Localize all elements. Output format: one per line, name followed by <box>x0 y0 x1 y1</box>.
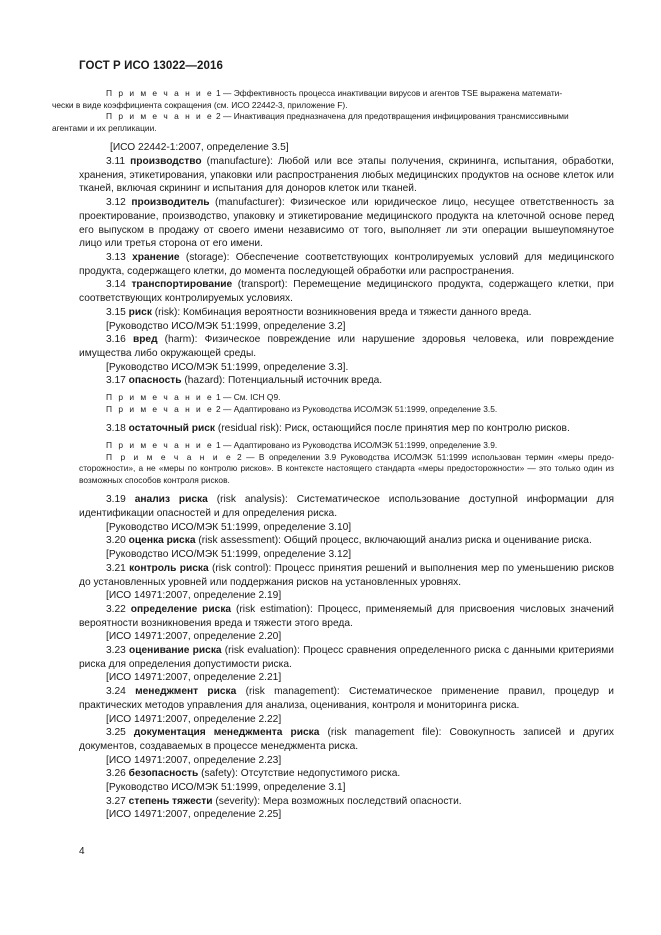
reference-3-26: [Руководство ИСО/МЭК 51:1999, определение 3.1] <box>106 782 346 794</box>
reference-3-15: [Руководство ИСО/МЭК 51:1999, определение 3.2] <box>106 320 346 332</box>
reference-3-27: [ИСО 14971:2007, определение 2.25] <box>106 809 282 821</box>
note-3-18-1: П р и м е ч а н и е 1 — Адаптировано из Руководства ИСО/МЭК 51:1999, определение 3.9. <box>106 439 498 450</box>
reference-3-24: [ИСО 14971:2007, определение 2.22] <box>106 713 282 725</box>
note-3-17-2: П р и м е ч а н и е 2 — Адаптировано из Руководства ИСО/МЭК 51:1999, определение 3.5. <box>106 403 498 414</box>
document-body <box>52 88 614 822</box>
term-3-14: 3.14 транспортирование (transport): Перемещение медицинского продукта, содержащего клетки, при соответствующих контролируемых условиях. <box>79 279 614 305</box>
reference-3-22: [ИСО 14971:2007, определение 2.20] <box>106 631 282 643</box>
term-3-23: 3.23 оценивание риска (risk evaluation): Процесс сравнения определенного риска с данными критериями риска для определения допустимости риска. <box>79 645 614 670</box>
reference-3-5: [ИСО 22442-1:2007, определение 3.5] <box>110 142 289 154</box>
term-3-18: 3.18 остаточный риск (residual risk): Риск, остающийся после принятия мер по контролю рисков. <box>106 423 570 435</box>
note-3-17-1: П р и м е ч а н и е 1 — См. ICH Q9. <box>106 392 281 403</box>
term-3-13: 3.13 хранение (storage): Обеспечение соответствующих контролируемых условий для медицинского продукта, содержащего клетки, до момента последующей обработки или распространения. <box>79 252 614 277</box>
term-3-25: 3.25 документация менеджмента риска (risk management file): Совокупность записей и других документов, создаваемых в процессе менеджмента риска. <box>79 727 614 752</box>
term-3-12: 3.12 производитель (manufacturer): Физическое или юридическое лицо, несущее ответственность за проектирование, производство, упаковку и этикетирование медицинского продукта на клеточной основе перед его выпуском в продажу от своего имени независимо от того, выполняет ли эти операции вышеупомянутое лицо или третья сторона от его имени. <box>79 197 614 250</box>
reference-3-23: [ИСО 14971:2007, определение 2.21] <box>106 672 282 684</box>
term-3-19: 3.19 анализ риска (risk analysis): Систематическое использование доступной информации для идентификации опасностей и для определения риска. <box>79 494 614 519</box>
term-3-26: 3.26 безопасность (safety): Отсутствие недопустимого риска. <box>106 768 401 780</box>
reference-3-16: [Руководство ИСО/МЭК 51:1999, определение 3.3]. <box>106 361 349 373</box>
term-3-22: 3.22 определение риска (risk estimation): Процесс, применяемый для присвоения числовых значений вероятности возникновения вреда и тяжести этого вреда. <box>79 603 614 629</box>
term-3-20: 3.20 оценка риска (risk assessment): Общий процесс, включающий анализ риска и оценивание риска. <box>106 535 592 547</box>
reference-3-19: [Руководство ИСО/МЭК 51:1999, определение 3.10] <box>106 521 352 533</box>
document-header: ГОСТ Р ИСО 13022—2016 <box>79 60 224 72</box>
term-3-27: 3.27 степень тяжести (severity): Мера возможных последствий опасности. <box>106 795 462 807</box>
term-3-15: 3.15 риск (risk): Комбинация вероятности возникновения вреда и тяжести данного вреда. <box>106 306 532 318</box>
note-top-1: П р и м е ч а н и е 1 — Эффективность процесса инактивации вирусов и агентов TSE выражена математи- чески в виде коэффициента сокращения (см. ИСО 22442-3, приложение F). <box>52 88 563 110</box>
term-3-17: 3.17 опасность (hazard): Потенциальный источник вреда. <box>106 375 383 387</box>
reference-3-25: [ИСО 14971:2007, определение 2.23] <box>106 754 282 766</box>
reference-3-20: [Руководство ИСО/МЭК 51:1999, определение 3.12] <box>106 549 352 561</box>
term-3-21: 3.21 контроль риска (risk control): Процесс принятия решений и выполнения мер по уменьшению рисков до установленных уровней или поддержания рисков на установленных уровнях. <box>79 562 614 588</box>
page-number: 4 <box>79 846 85 857</box>
reference-3-21: [ИСО 14971:2007, определение 2.19] <box>106 590 282 602</box>
term-3-24: 3.24 менеджмент риска (risk management): Систематическое применение правил, процедур и практических методов управления для анализа, оценивания, контроля и мониторинга риска. <box>79 686 614 711</box>
note-top-2: П р и м е ч а н и е 2 — Инактивация предназначена для предотвращения инфицирования трансмиссивными агентами и их репликации. <box>52 111 569 133</box>
term-3-11: 3.11 производство (manufacture): Любой или все этапы получения, скрининга, испытания, обработки, хранения, этикетирования, упаковки или распространения любых медицинских продуктов на основе клеток или тканей, включая скрининг и испытания для доноров клеток или тканей. <box>79 156 614 195</box>
note-3-18-2: П р и м е ч а н и е 2 — В определении 3.9 Руководства ИСО/МЭК 51:1999 использован термин «меры предосторожности», а не «меры по контролю рисков». В контексте настоящего стандарта «меры предосторожности» — это только один из возможных способов контроля рисков. <box>79 451 614 485</box>
term-3-16: 3.16 вред (harm): Физическое повреждение или нарушение здоровья человека, или повреждение имущества либо окружающей среды. <box>79 334 614 359</box>
